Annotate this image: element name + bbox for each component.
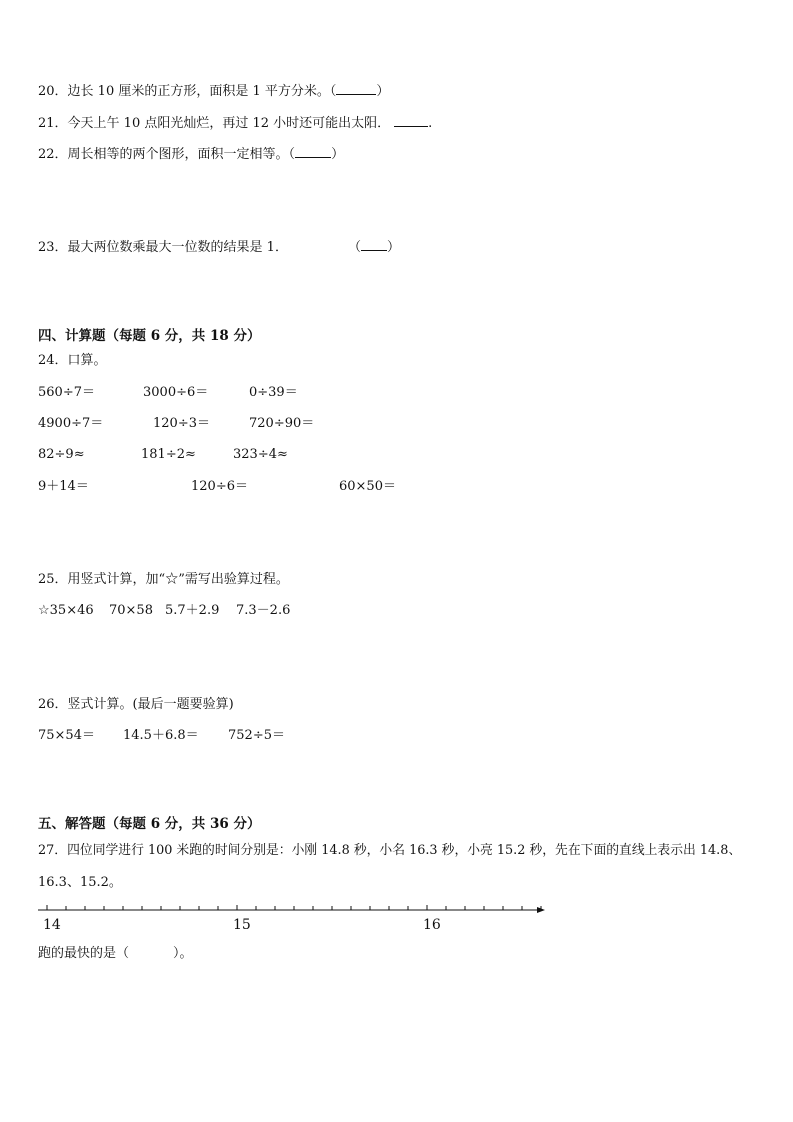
close-paren: ） — [376, 84, 390, 99]
number-line-ticks — [47, 905, 541, 910]
section-5-title: 五、解答题（每题 6 分，共 36 分） — [38, 816, 261, 832]
question-number: 21． — [38, 116, 68, 131]
question-text: 周长相等的两个图形，面积一定相等。（ — [67, 147, 296, 162]
question-text: 今天上午 10 点阳光灿烂，再过 12 小时还可能出太阳． — [67, 116, 391, 131]
vertical-calc-item: 75×54＝ — [38, 728, 95, 743]
question-text: 最大两位数乘最大一位数的结果是 1． — [67, 240, 288, 255]
close-paren: ） — [331, 147, 345, 162]
question-number: 24． — [38, 353, 68, 368]
question-27-line2: 16.3、15.2。 — [38, 875, 122, 890]
oral-calc-item: 323÷4≈ — [233, 447, 288, 462]
oral-calc-item: 120÷3＝ — [153, 416, 210, 431]
section-4-title: 四、计算题（每题 6 分，共 18 分） — [38, 328, 261, 344]
question-number: 25． — [38, 572, 68, 587]
oral-calc-item: 60×50＝ — [339, 479, 396, 494]
answer-prefix: 跑的最快的是（ — [38, 946, 130, 961]
vertical-calc-item: 752÷5＝ — [228, 728, 285, 743]
oral-calc-item: 181÷2≈ — [141, 447, 196, 462]
question-text: 用竖式计算，加“☆”需写出验算过程。 — [67, 572, 289, 587]
question-text: 四位同学进行 100 米跑的时间分别是：小刚 14.8 秒，小名 16.3 秒，小亮 15.2 秒，先在下面的直线上表示出 14.8、 — [67, 843, 742, 858]
vertical-calc-item: ☆35×46 — [38, 603, 94, 618]
oral-calc-item: 120÷6＝ — [191, 479, 248, 494]
oral-calc-item: 720÷90＝ — [249, 416, 315, 431]
oral-calc-item: 9＋14＝ — [38, 479, 89, 494]
oral-calc-item: 4900÷7＝ — [38, 416, 104, 431]
question-number: 23． — [38, 240, 68, 255]
question-text: 竖式计算。(最后一题要验算) — [67, 697, 234, 712]
question-number: 20． — [38, 84, 68, 99]
oral-calc-item: 3000÷6＝ — [143, 385, 209, 400]
question-text: 边长 10 厘米的正方形，面积是 1 平方分米。（ — [67, 84, 337, 99]
question-27-answer — [38, 945, 193, 963]
question-text: 口算。 — [67, 353, 107, 368]
number-line-label: 14 — [43, 917, 61, 933]
answer-suffix: ）。 — [173, 946, 193, 961]
oral-calc-item: 82÷9≈ — [38, 447, 85, 462]
vertical-calc-item: 5.7＋2.9 — [165, 603, 220, 618]
vertical-calc-item: 70×58 — [109, 603, 153, 618]
number-line-label: 16 — [423, 917, 441, 933]
question-number: 27． — [38, 843, 68, 858]
close-paren: ） — [386, 240, 400, 255]
oral-calc-item: 0÷39＝ — [249, 385, 298, 400]
question-number: 22． — [38, 147, 68, 162]
end-mark: . — [428, 116, 433, 131]
question-number: 26． — [38, 697, 68, 712]
open-paren: （ — [347, 240, 361, 255]
vertical-calc-item: 7.3－2.6 — [236, 603, 291, 618]
oral-calc-item: 560÷7＝ — [38, 385, 95, 400]
vertical-calc-item: 14.5＋6.8＝ — [123, 728, 199, 743]
number-line-label: 15 — [233, 917, 251, 933]
